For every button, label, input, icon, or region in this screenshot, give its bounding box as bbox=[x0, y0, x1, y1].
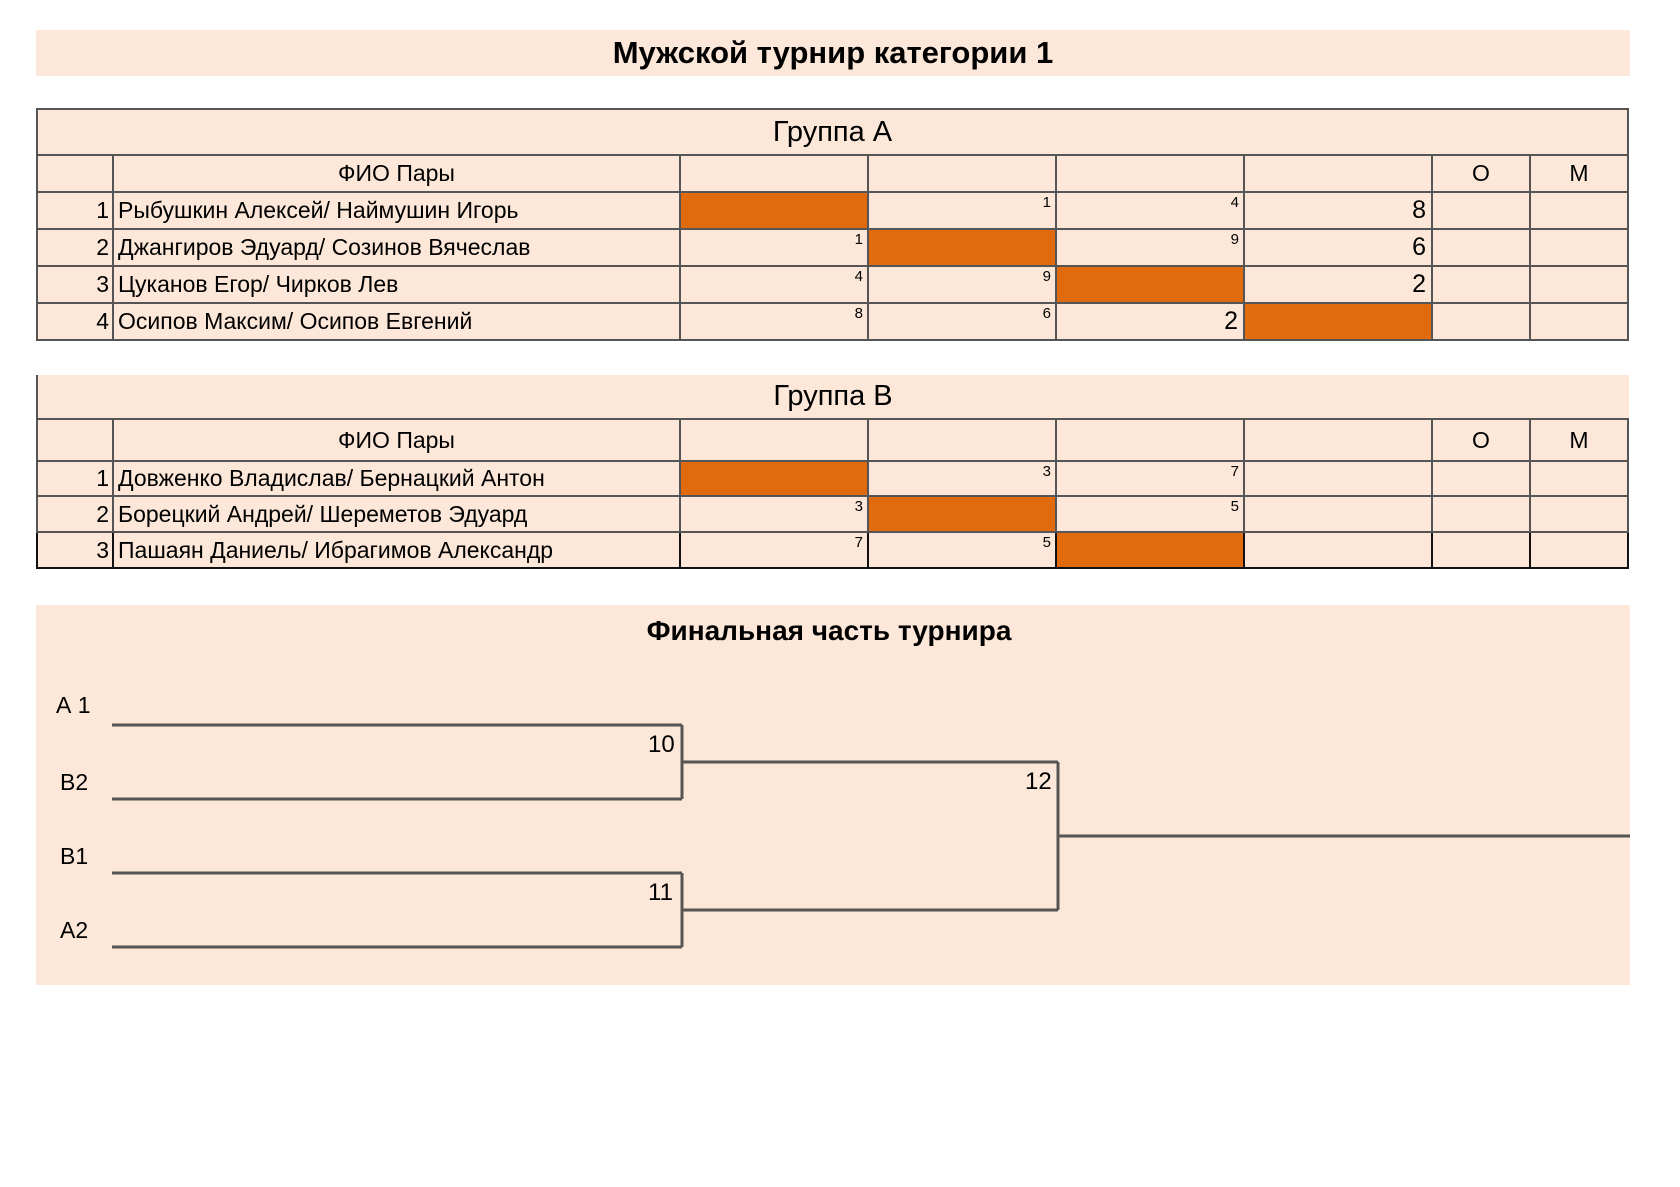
tournament-title: Мужской турнир категории 1 bbox=[36, 30, 1630, 76]
group-b-table bbox=[36, 375, 1629, 569]
header-opponent-3 bbox=[1056, 419, 1244, 461]
match-number: 5 bbox=[1042, 534, 1051, 551]
place-cell bbox=[1530, 532, 1628, 568]
header-points: О bbox=[1432, 419, 1530, 461]
match-number: 9 bbox=[1230, 231, 1239, 248]
points-cell bbox=[1432, 192, 1530, 229]
blocked-cell bbox=[1244, 303, 1432, 340]
table-row bbox=[37, 461, 1628, 496]
header-pair-name: ФИО Пары bbox=[113, 155, 680, 192]
group-b-caption: Группа В bbox=[37, 375, 1628, 419]
match-number-label: 12 bbox=[1025, 768, 1052, 795]
bracket-lines bbox=[36, 605, 1630, 985]
match-number: 3 bbox=[854, 498, 863, 515]
empty-cell bbox=[1244, 461, 1432, 496]
match-number: 1 bbox=[1042, 194, 1051, 211]
table-row bbox=[37, 496, 1628, 532]
row-number: 1 bbox=[37, 192, 113, 229]
final-bracket-section bbox=[36, 605, 1630, 985]
empty-cell bbox=[1244, 532, 1432, 568]
pair-name: Рыбушкин Алексей/ Наймушин Игорь bbox=[113, 192, 680, 229]
place-cell bbox=[1530, 496, 1628, 532]
header-opponent-3 bbox=[1056, 155, 1244, 192]
row-number: 4 bbox=[37, 303, 113, 340]
header-opponent-1 bbox=[680, 419, 868, 461]
header-opponent-4 bbox=[1244, 419, 1432, 461]
match-cell bbox=[1056, 192, 1244, 229]
pair-name: Довженко Владислав/ Бернацкий Антон bbox=[113, 461, 680, 496]
place-cell bbox=[1530, 461, 1628, 496]
table-row bbox=[37, 303, 1628, 340]
blocked-cell bbox=[1056, 266, 1244, 303]
match-cell bbox=[680, 496, 868, 532]
match-cell bbox=[868, 461, 1056, 496]
group-a-caption: Группа А bbox=[37, 109, 1628, 155]
table-row bbox=[37, 192, 1628, 229]
pair-name: Пашаян Даниель/ Ибрагимов Александр bbox=[113, 532, 680, 568]
match-number: 8 bbox=[854, 305, 863, 322]
pair-name: Осипов Максим/ Осипов Евгений bbox=[113, 303, 680, 340]
match-number: 7 bbox=[854, 534, 863, 551]
match-cell bbox=[680, 229, 868, 266]
match-number: 4 bbox=[1230, 194, 1239, 211]
place-cell bbox=[1530, 192, 1628, 229]
blocked-cell bbox=[868, 496, 1056, 532]
match-number-label: 11 bbox=[648, 879, 673, 906]
header-opponent-4 bbox=[1244, 155, 1432, 192]
table-row bbox=[37, 229, 1628, 266]
header-place: М bbox=[1530, 155, 1628, 192]
match-number: 4 bbox=[854, 268, 863, 285]
row-number: 3 bbox=[37, 532, 113, 568]
pair-name: Цуканов Егор/ Чирков Лев bbox=[113, 266, 680, 303]
row-number: 1 bbox=[37, 461, 113, 496]
match-cell bbox=[868, 532, 1056, 568]
seed-label: А 1 bbox=[56, 692, 91, 718]
table-row bbox=[37, 266, 1628, 303]
header-points: О bbox=[1432, 155, 1530, 192]
header-opponent-2 bbox=[868, 155, 1056, 192]
match-cell bbox=[680, 532, 868, 568]
match-cell bbox=[868, 266, 1056, 303]
points-cell bbox=[1432, 532, 1530, 568]
match-number: 2 bbox=[1224, 307, 1238, 335]
match-cell bbox=[1056, 461, 1244, 496]
header-place: М bbox=[1530, 419, 1628, 461]
match-cell bbox=[1244, 192, 1432, 229]
points-cell bbox=[1432, 496, 1530, 532]
place-cell bbox=[1530, 266, 1628, 303]
row-number: 2 bbox=[37, 229, 113, 266]
header-opponent-1 bbox=[680, 155, 868, 192]
match-cell bbox=[868, 303, 1056, 340]
match-number: 8 bbox=[1412, 196, 1426, 224]
match-cell bbox=[1244, 266, 1432, 303]
header-num-cell bbox=[37, 419, 113, 461]
header-pair-name: ФИО Пары bbox=[113, 419, 680, 461]
match-cell bbox=[868, 192, 1056, 229]
match-cell bbox=[680, 303, 868, 340]
row-number: 2 bbox=[37, 496, 113, 532]
pair-name: Борецкий Андрей/ Шереметов Эдуард bbox=[113, 496, 680, 532]
group-a-table bbox=[36, 108, 1629, 341]
blocked-cell bbox=[1056, 532, 1244, 568]
points-cell bbox=[1432, 461, 1530, 496]
header-num-cell bbox=[37, 155, 113, 192]
match-number: 9 bbox=[1042, 268, 1051, 285]
empty-cell bbox=[1244, 496, 1432, 532]
blocked-cell bbox=[680, 461, 868, 496]
points-cell bbox=[1432, 266, 1530, 303]
seed-label: В1 bbox=[60, 843, 89, 869]
points-cell bbox=[1432, 303, 1530, 340]
match-cell bbox=[1056, 496, 1244, 532]
match-number: 5 bbox=[1230, 498, 1239, 515]
match-number: 6 bbox=[1412, 233, 1426, 261]
seed-label: А2 bbox=[60, 917, 89, 943]
match-number: 7 bbox=[1230, 463, 1239, 480]
place-cell bbox=[1530, 229, 1628, 266]
pair-name: Джангиров Эдуард/ Созинов Вячеслав bbox=[113, 229, 680, 266]
table-row bbox=[37, 532, 1628, 568]
row-number: 3 bbox=[37, 266, 113, 303]
place-cell bbox=[1530, 303, 1628, 340]
header-opponent-2 bbox=[868, 419, 1056, 461]
match-number: 1 bbox=[854, 231, 863, 248]
match-number-label: 10 bbox=[648, 731, 675, 758]
match-number: 2 bbox=[1412, 270, 1426, 298]
match-number: 6 bbox=[1042, 305, 1051, 322]
match-number: 3 bbox=[1042, 463, 1051, 480]
seed-label: В2 bbox=[60, 769, 89, 795]
match-cell bbox=[1244, 229, 1432, 266]
blocked-cell bbox=[868, 229, 1056, 266]
match-cell bbox=[1056, 303, 1244, 340]
match-cell bbox=[1056, 229, 1244, 266]
final-title: Финальная часть турнира bbox=[646, 615, 1012, 646]
points-cell bbox=[1432, 229, 1530, 266]
match-cell bbox=[680, 266, 868, 303]
blocked-cell bbox=[680, 192, 868, 229]
